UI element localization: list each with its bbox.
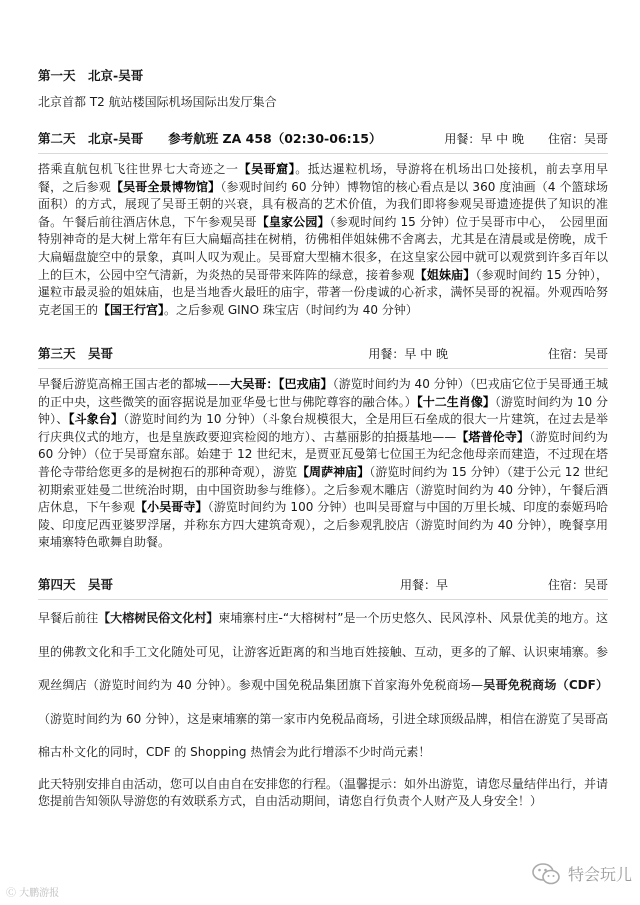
day4-stay: 住宿：吴哥 bbox=[547, 577, 608, 592]
day3-header bbox=[38, 344, 608, 362]
day4-text: 早餐后前往【大榕树民俗文化村】柬埔寨村庄-“大榕树村”是一个历史悠久、民风淳朴、风景优美的地方。这里的佛教文化和手工文化随处可见，让游客近距离的和当地百姓接触、互动，更多的了解、认识柬埔寨。参观丝绸店（游览时间约为 40 分钟）。参观中国免税品集团旗下首家海外免税商场—吴哥免税商场（CDF）（游览时间约为 60 分钟），这是柬埔寨的第一家市内免税品商场，引进全球顶级品牌，相信在游览了吴哥高棉古朴文化的同时，CDF 的 Shopping 热情会为此行增添不少时尚元素！ bbox=[38, 611, 609, 759]
day4-meal: 用餐：早 bbox=[399, 577, 448, 592]
day1-text: 北京首都 T2 航站楼国际机场国际出发厅集合 bbox=[38, 95, 277, 109]
day1-title: 第一天 北京-吴哥 bbox=[38, 68, 144, 83]
day3-divider bbox=[38, 368, 608, 369]
day2-section bbox=[38, 129, 608, 319]
day2-header bbox=[38, 129, 608, 147]
day2-stay: 住宿：吴哥 bbox=[547, 131, 608, 146]
day3-stay: 住宿：吴哥 bbox=[547, 346, 608, 361]
day3-section bbox=[38, 344, 608, 552]
day2-text: 搭乘直航包机飞往世界七大奇迹之一【吴哥窟】。抵达暹粒机场，导游将在机场出口处接机，前去享用早餐，之后参观【吴哥全景博物馆】（参观时间约 60 分钟）博物馆的核心看点是以 360 度油画（4 个篮球场面积）的方式，展现了吴哥王朝的兴衰，具有极高的艺术价值，为我们即将参观吴哥遗迹提供了知识的准备。午餐后前往酒店休息，下午参观吴哥【皇家公园】（参观时间约 15 分钟）位于吴哥市中心， 公园里面特别神奇的是大树上常年有巨大扁蝠高挂在树梢，彷佛相伴姐妹佛不舍离去，尤其是在清晨或是傍晚，成千大扁蝠盘旋空中的景象，真叫人叹为观止。吴哥窟大型楠木很多，在这皇家公园中就可以观赏到许多百年以上的巨木，公园中空气清新，为炎热的吴哥带来阵阵的绿意，接着参观【姐妹庙】（参观时间约 15 分钟），暹粒市最灵验的姐妹庙，也是当地香火最旺的庙宇，带著一份虔诚的心祈求，满怀吴哥的祝福。外观西哈努克老国王的【国王行宫】。之后参观 GINO 珠宝店（时间约为 40 分钟） bbox=[38, 162, 608, 317]
day4-divider bbox=[38, 599, 608, 600]
day2-divider bbox=[38, 153, 608, 154]
day3-title: 第三天 吴哥 bbox=[38, 346, 114, 361]
account-watermark bbox=[532, 862, 632, 885]
day3-meal: 用餐：早 中 晚 bbox=[368, 346, 448, 361]
day4-free-activity: 此天特别安排自由活动，您可以自由自在安排您的行程。（温馨提示：如外出游览，请您尽量结伴出行，并请您提前告知领队导游您的有效联系方式，自由活动期间，请您自行负责个人财产及人身安全！） bbox=[38, 776, 609, 809]
day4-section bbox=[38, 575, 608, 811]
day3-text: 早餐后游览高棉王国古老的都城——大吴哥：【巴戎庙】（游览时间约为 40 分钟）（巴戎庙它位于吴哥通王城的正中央，这些微笑的面容据说是加亚华曼七世与佛陀尊容的融合体。）【十二生肖像】（游览时间约为 10 分钟）、【斗象台】（游览时间约为 10 分钟）（斗象台规模很大，全是用巨石垒成的很大一片建筑，在过去是举行庆典仪式的地方，也是皇族政要迎宾检阅的地方）、古墓丽影的拍摄基地——【塔普伦寺】（游览时间约为 60 分钟）（位于吴哥窟东部。始建于 12 世纪末，是贾亚瓦曼第七位国王为纪念他母亲而建造，不过现在塔普伦寺带给您更多的是树抱石的那种奇观），游览【周萨神庙】（游览时间约为 15 分钟）（建于公元 12 世纪初期索亚娃曼二世统治时期，由中国资助参与维修）。之后参观木雕店（游览时间约为 40 分钟），午餐后酒店休息，下午参观【小吴哥寺】（游览时间约为 100 分钟）也叫吴哥窟与中国的万里长城、印度的泰姬玛哈陵、印度尼西亚婆罗浮屠，并称东方四大建筑奇观），之后参观乳胶店（游览时间约为 40 分钟），晚餐享用柬埔寨特色歌舞自助餐。 bbox=[38, 377, 608, 550]
account-name: 特会玩儿 bbox=[567, 865, 632, 884]
source-watermark: Ⓒ 大鹏游报 bbox=[6, 888, 60, 899]
day1-section bbox=[38, 66, 608, 112]
day2-title: 第二天 北京-吴哥 参考航班 ZA 458（02:30-06:15） bbox=[38, 131, 382, 146]
day4-title: 第四天 吴哥 bbox=[38, 577, 114, 592]
wechat-icon bbox=[532, 863, 560, 885]
day4-header bbox=[38, 575, 608, 593]
day2-meal: 用餐：早 中 晚 bbox=[444, 131, 524, 146]
